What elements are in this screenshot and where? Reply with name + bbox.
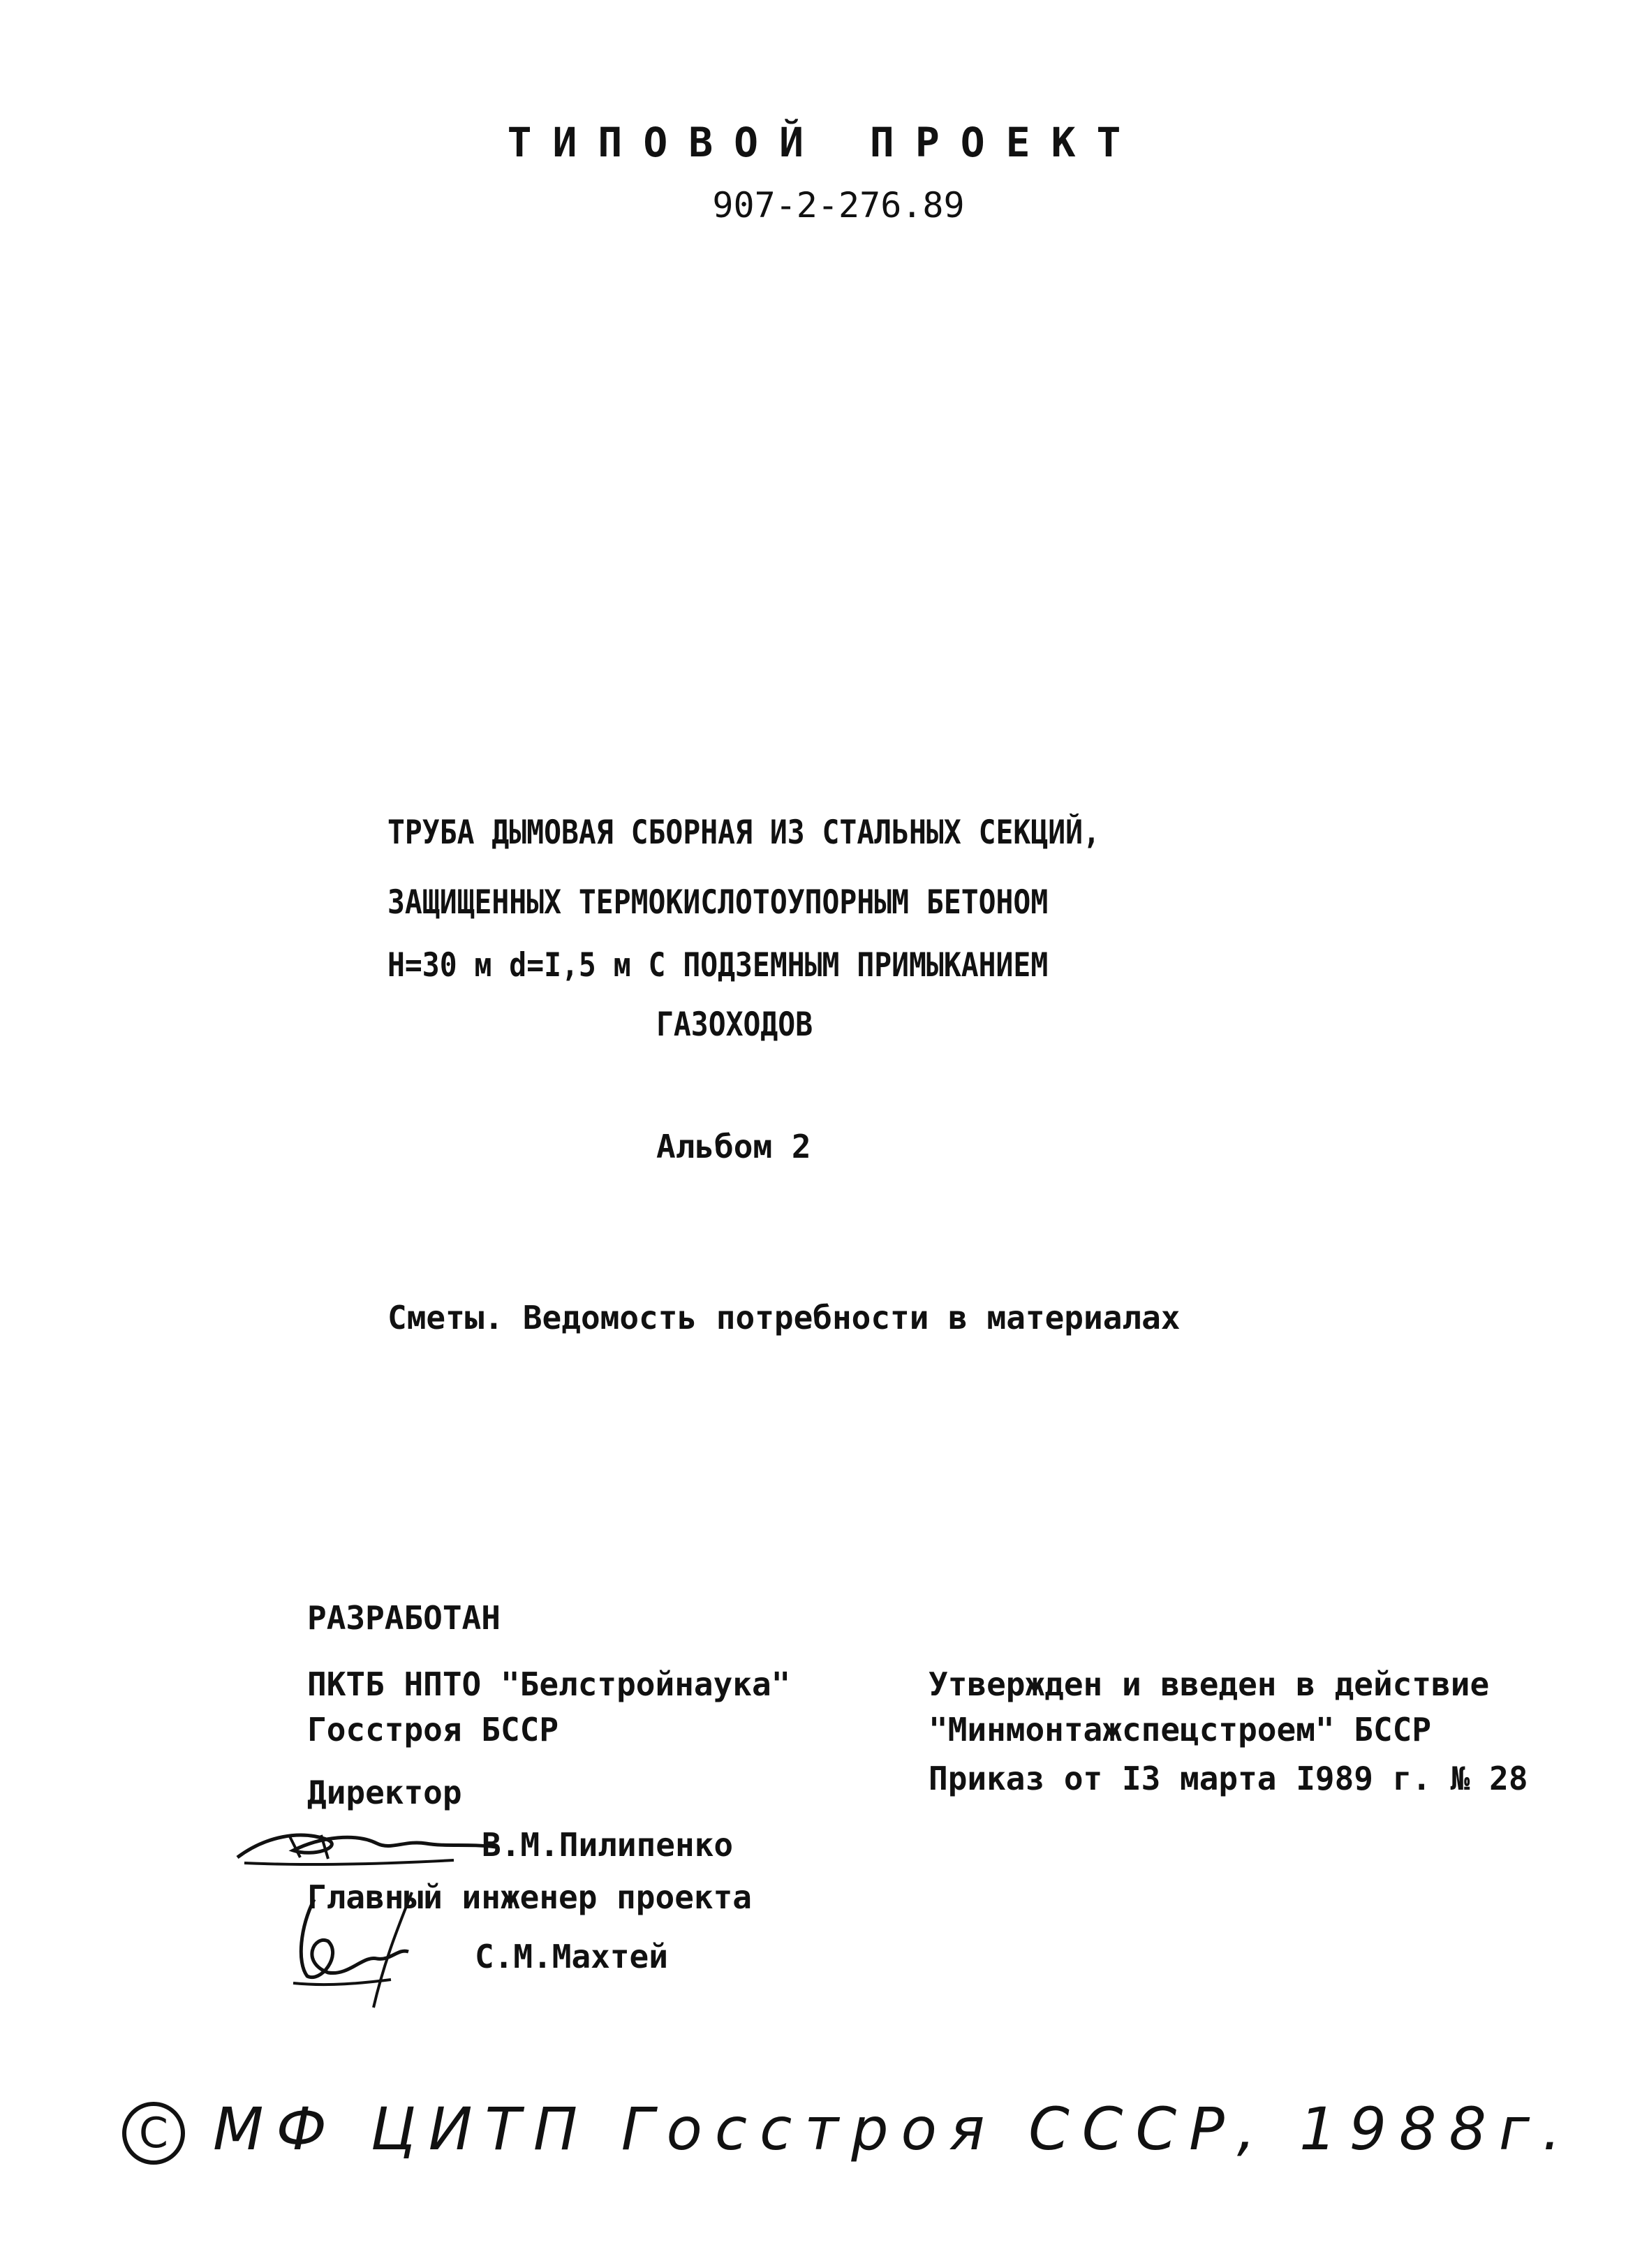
project-title-line-1: ТРУБА ДЫМОВАЯ СБОРНАЯ ИЗ СТАЛЬНЫХ СЕКЦИЙ, <box>387 813 1100 852</box>
approval-line-1: Утвержден и введен в действие <box>929 1665 1490 1703</box>
developed-heading: РАЗРАБОТАН <box>307 1599 501 1637</box>
director-signature <box>223 1809 503 1885</box>
chief-engineer-signature <box>286 1885 440 2011</box>
album-subject: Сметы. Ведомость потребности в материалах <box>387 1299 1181 1336</box>
approval-line-2: "Минмонтажспецстроем" БССР <box>929 1711 1432 1748</box>
director-label: Директор <box>307 1774 462 1811</box>
approval-order: Приказ от I3 марта I989 г. № 28 <box>929 1760 1528 1797</box>
director-name: В.М.Пилипенко <box>482 1826 734 1864</box>
chief-engineer-label: Главный инженер проекта <box>307 1878 752 1916</box>
chief-engineer-name: С.М.Махтей <box>475 1938 668 1975</box>
project-title-line-2: ЗАЩИЩЕННЫХ ТЕРМОКИСЛОТОУПОРНЫМ БЕТОНОМ <box>387 883 1049 922</box>
copyright-notice <box>122 2095 1574 2165</box>
developer-organization: ПКТБ НПТО "Белстройнаука" <box>307 1665 791 1703</box>
project-number: 907-2-276.89 <box>712 185 965 226</box>
project-title-line-4: ГАЗОХОДОВ <box>656 1006 813 1044</box>
album-label: Альбом 2 <box>656 1128 811 1165</box>
copyright-symbol: C <box>122 2102 185 2165</box>
document-type-heading: ТИПОВОЙ ПРОЕКТ <box>507 119 1142 166</box>
developer-parent-organization: Госстроя БССР <box>307 1711 559 1748</box>
copyright-text: МФ ЦИТП Госстроя СССР, 1988г. <box>213 2095 1574 2163</box>
project-title-line-3: Н=30 м d=I,5 м С ПОДЗЕМНЫМ ПРИМЫКАНИЕМ <box>387 946 1049 985</box>
